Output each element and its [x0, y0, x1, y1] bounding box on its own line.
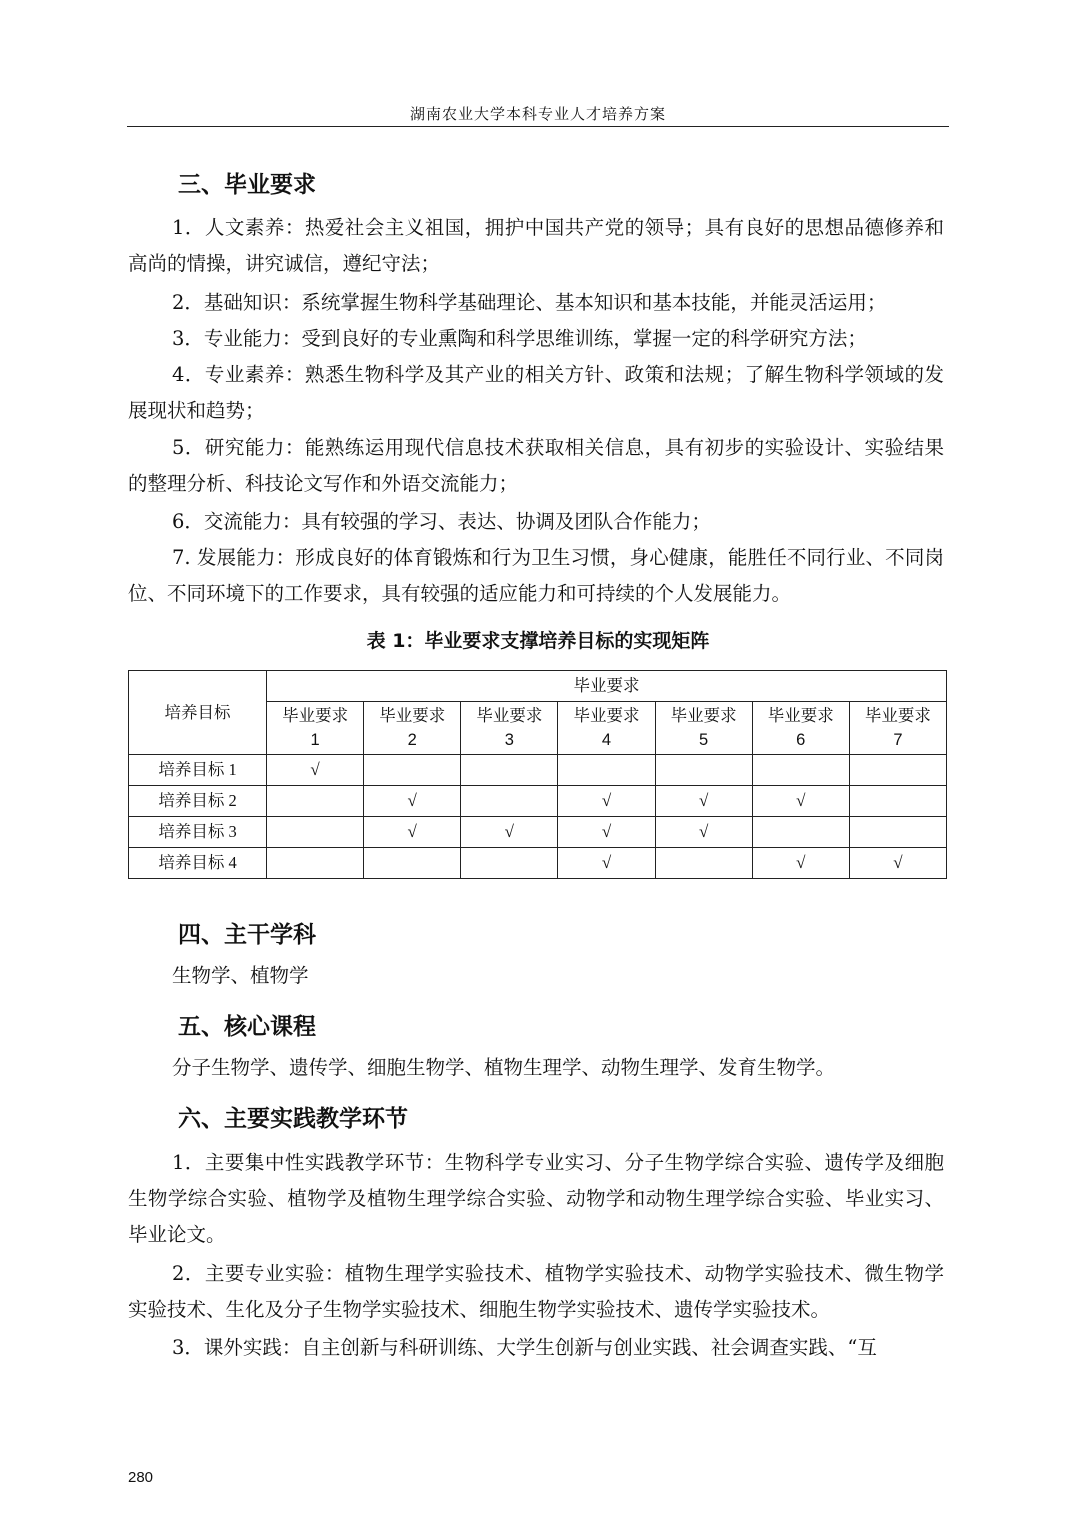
section-heading-graduation-requirements: 三、毕业要求 — [178, 172, 316, 198]
table-cell — [461, 786, 558, 817]
requirement-item-3: 3．专业能力：受到良好的专业熏陶和科学思维训练，掌握一定的科学研究方法； — [172, 327, 867, 350]
table-cell: √ — [752, 848, 849, 879]
table-cell — [752, 755, 849, 786]
table-row — [129, 848, 947, 879]
main-disciplines-text: 生物学、植物学 — [172, 964, 309, 987]
table-cell: √ — [849, 848, 946, 879]
table-row — [129, 786, 947, 817]
table-cell: √ — [752, 786, 849, 817]
table-column-header: 毕业要求 5 — [655, 702, 752, 755]
section-heading-core-courses: 五、核心课程 — [178, 1014, 316, 1040]
requirements-matrix-table — [128, 670, 947, 879]
table-cell — [461, 848, 558, 879]
table-row — [129, 817, 947, 848]
table-cell: √ — [364, 786, 461, 817]
requirement-item-6: 6．交流能力：具有较强的学习、表达、协调及团队合作能力； — [172, 510, 711, 533]
table-cell — [364, 848, 461, 879]
table-cell: √ — [461, 817, 558, 848]
core-courses-text: 分子生物学、遗传学、细胞生物学、植物生理学、动物生理学、发育生物学。 — [172, 1056, 836, 1079]
table-cell — [655, 848, 752, 879]
table-cell — [267, 786, 364, 817]
practice-item-1: 1．主要集中性实践教学环节：生物科学专业实习、分子生物学综合实验、遗传学及细胞生物学综合实验、植物学及植物生理学综合实验、动物学和动物生理学综合实验、毕业实习、毕业论文。 — [128, 1151, 944, 1246]
table-column-header: 毕业要求 1 — [267, 702, 364, 755]
header-rule — [127, 126, 949, 127]
table-cell: √ — [655, 786, 752, 817]
table-group-header: 毕业要求 — [267, 671, 947, 702]
section-heading-main-disciplines: 四、主干学科 — [178, 922, 316, 948]
table-row — [129, 755, 947, 786]
table-column-header: 毕业要求 6 — [752, 702, 849, 755]
table-cell: √ — [558, 848, 655, 879]
table-cell: √ — [655, 817, 752, 848]
table-cell — [267, 848, 364, 879]
table-row-header: 培养目标 3 — [129, 817, 267, 848]
table-column-header: 毕业要求 2 — [364, 702, 461, 755]
table-corner-header: 培养目标 — [129, 671, 267, 755]
practice-item-2: 2．主要专业实验：植物生理学实验技术、植物学实验技术、动物学实验技术、微生物学实验技术、生化及分子生物学实验技术、细胞生物学实验技术、遗传学实验技术。 — [128, 1262, 944, 1321]
table-cell — [461, 755, 558, 786]
table-cell — [849, 786, 946, 817]
table-cell — [849, 817, 946, 848]
table-caption: 表 1：毕业要求支撑培养目标的实现矩阵 — [366, 630, 710, 652]
table-row-header: 培养目标 4 — [129, 848, 267, 879]
running-header: 湖南农业大学本科专业人才培养方案 — [409, 105, 666, 123]
requirement-item-4: 4．专业素养：熟悉生物科学及其产业的相关方针、政策和法规；了解生物科学领域的发展现状和趋势； — [128, 363, 944, 422]
section-heading-practice: 六、主要实践教学环节 — [178, 1106, 408, 1132]
table-cell — [655, 755, 752, 786]
requirement-item-2: 2．基础知识：系统掌握生物科学基础理论、基本知识和基本技能，并能灵活运用； — [172, 291, 887, 314]
table-column-header: 毕业要求 7 — [849, 702, 946, 755]
table-cell — [752, 817, 849, 848]
table-cell: √ — [558, 786, 655, 817]
table-column-header: 毕业要求 3 — [461, 702, 558, 755]
table-cell — [364, 755, 461, 786]
practice-item-3: 3．课外实践：自主创新与科研训练、大学生创新与创业实践、社会调查实践、“互 — [172, 1336, 877, 1359]
table-cell: √ — [364, 817, 461, 848]
page-number: 280 — [128, 1469, 154, 1486]
requirement-item-7: 7. 发展能力：形成良好的体育锻炼和行为卫生习惯，身心健康，能胜任不同行业、不同岗位、不同环境下的工作要求，具有较强的适应能力和可持续的个人发展能力。 — [128, 546, 944, 605]
table-cell: √ — [558, 817, 655, 848]
table-row-header: 培养目标 1 — [129, 755, 267, 786]
table-cell — [558, 755, 655, 786]
table-cell: √ — [267, 755, 364, 786]
table-cell — [267, 817, 364, 848]
table-cell — [849, 755, 946, 786]
table-column-header: 毕业要求 4 — [558, 702, 655, 755]
table-row-header: 培养目标 2 — [129, 786, 267, 817]
requirement-item-1: 1．人文素养：热爱社会主义祖国，拥护中国共产党的领导；具有良好的思想品德修养和高尚的情操，讲究诚信，遵纪守法； — [128, 216, 944, 275]
requirement-item-5: 5．研究能力：能熟练运用现代信息技术获取相关信息，具有初步的实验设计、实验结果的整理分析、科技论文写作和外语交流能力； — [128, 436, 944, 495]
